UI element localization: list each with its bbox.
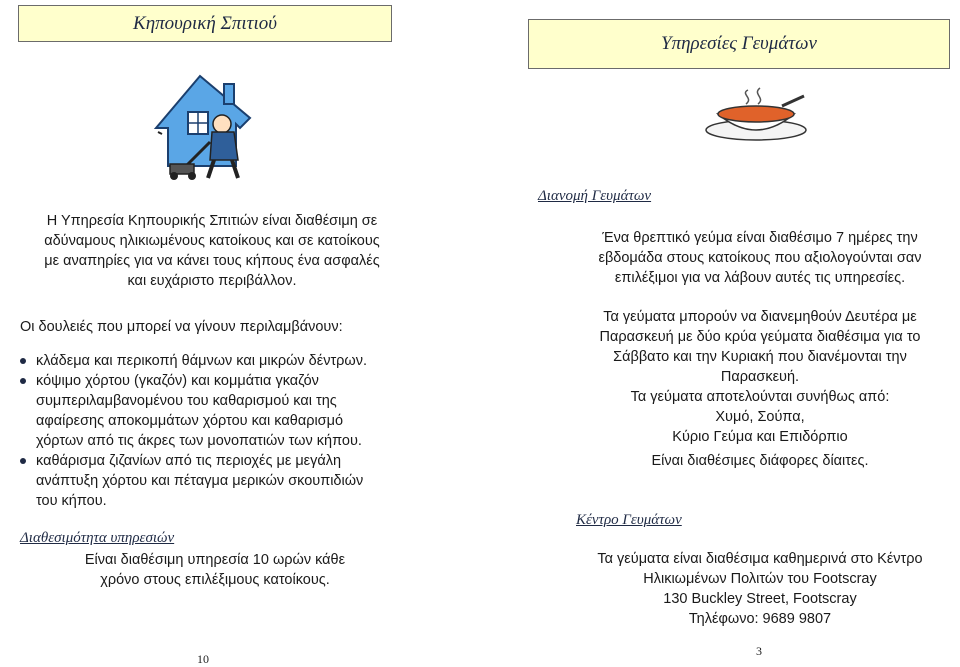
list-item: [16, 371, 416, 451]
gardening-title: Κηπουρική Σπιτιού: [133, 12, 277, 34]
task-line: αφαίρεσης αποκομμάτων χόρτου και καθαρισμό: [36, 413, 344, 429]
centre-heading: Κέντρο Γευμάτων: [576, 512, 682, 528]
gardening-intro: [22, 211, 402, 291]
gardener-with-lawnmower-icon: [148, 70, 263, 185]
delivery-heading: Διανομή Γευμάτων: [538, 188, 652, 204]
delivery-line: Ένα θρεπτικό γεύμα είναι διαθέσιμο 7 ημέρες την: [602, 230, 918, 246]
schedule-line: Παρασκευή.: [720, 369, 800, 385]
task-line: του κήπου.: [36, 493, 107, 509]
task-line: ανάπτυξη χόρτου και πέταγμα μερικών σκουπιδιών: [36, 473, 364, 489]
soup-bowl-icon: [700, 86, 810, 144]
page-number-right: 3: [756, 644, 762, 658]
delivery-line: επιλέξιμοι για να λάβουν αυτές τις υπηρεσίες.: [614, 270, 906, 286]
list-item: [16, 351, 416, 371]
composition-line: Τα γεύματα αποτελούνται συνήθως από:: [630, 389, 890, 405]
task-line: κλάδεμα και περικοπή θάμνων και μικρών δέντρων.: [36, 353, 368, 369]
centre-phone: Τηλέφωνο: 9689 9807: [688, 611, 832, 627]
task-line: χόρτων από τις άκρες των μονοπατιών των κήπου.: [36, 433, 362, 449]
tasks-list: [16, 351, 416, 511]
availability-line: χρόνο στους επιλέξιμους κατοίκους.: [100, 572, 330, 588]
intro-line: Η Υπηρεσία Κηπουρικής Σπιτιών είναι διαθέσιμη σε: [46, 213, 378, 229]
meals-title: Υπηρεσίες Γευμάτων: [661, 33, 817, 54]
centre-line: Ηλικιωμένων Πολιτών του Footscray: [643, 571, 877, 587]
intro-line: και ευχάριστο περιβάλλον.: [127, 273, 297, 289]
gardening-banner: [18, 5, 392, 42]
composition-line: Κύριο Γεύμα και Επιδόρπιο: [672, 429, 848, 445]
intro-line: με αναπηρίες για να κάνει τους κήπους ένα ασφαλές: [44, 253, 380, 269]
diets-line: Είναι διαθέσιμες διάφορες δίαιτες.: [651, 453, 869, 469]
meals-banner: [528, 19, 950, 69]
centre-line: 130 Buckley Street, Footscray: [663, 591, 857, 607]
availability-text: [40, 550, 390, 590]
availability-line: Είναι διαθέσιμη υπηρεσία 10 ωρών κάθε: [84, 552, 346, 568]
schedule-text: [560, 307, 960, 471]
list-item: [16, 451, 416, 511]
delivery-text: [560, 228, 960, 288]
page-number-left: 10: [197, 652, 209, 666]
schedule-line: Τα γεύματα μπορούν να διανεμηθούν Δευτέρα με: [603, 309, 917, 325]
centre-line: Τα γεύματα είναι διαθέσιμα καθημερινά στο Κέντρο: [597, 551, 923, 567]
availability-heading: Διαθεσιμότητα υπηρεσιών: [20, 530, 175, 546]
delivery-line: εβδομάδα στους κατοίκους που αξιολογούνται σαν: [598, 250, 922, 266]
composition-line: Χυμό, Σούπα,: [715, 409, 805, 425]
intro-line: αδύναμους ηλικιωμένους κατοίκους και σε κατοίκους: [44, 233, 380, 249]
schedule-line: Σάββατο και την Κυριακή που διανέμονται την: [613, 349, 907, 365]
task-line: κόψιμο χόρτου (γκαζόν) και κομμάτια γκαζόν: [36, 373, 319, 389]
task-line: συμπεριλαμβανομένου του καθαρισμού και της: [36, 393, 337, 409]
schedule-line: Παρασκευή με δύο κρύα γεύματα διαθέσιμα για το: [599, 329, 921, 345]
task-line: καθάρισμα ζιζανίων από τις περιοχές με μεγάλη: [36, 453, 342, 469]
tasks-intro: Οι δουλειές που μπορεί να γίνουν περιλαμβάνουν:: [20, 319, 343, 335]
centre-text: [560, 549, 960, 629]
